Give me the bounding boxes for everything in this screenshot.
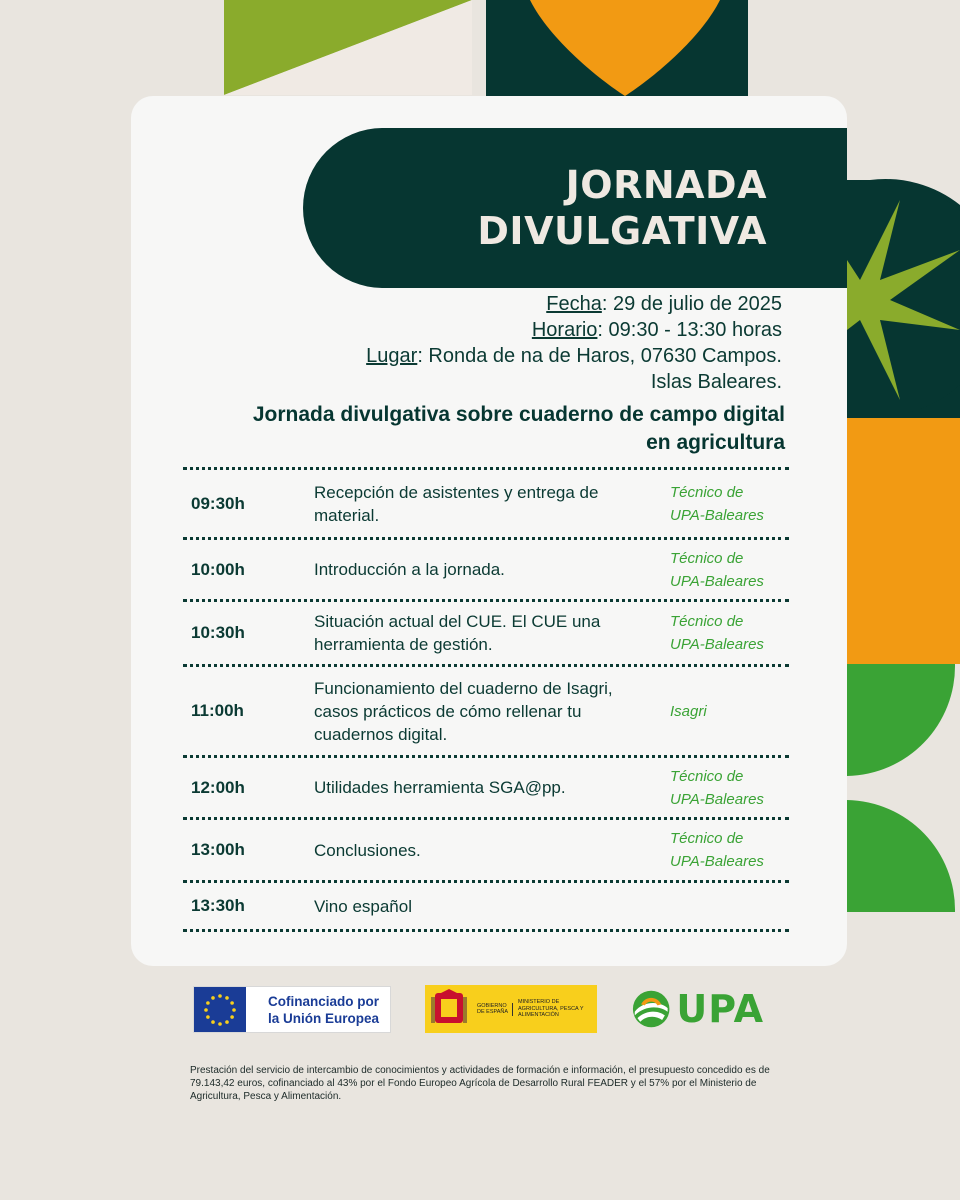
funding-note: Prestación del servicio de intercambio de conocimientos y actividades de formación e información, el presupuesto concedido es de 79.143,42 euros, cofinanciado al 43% por el Fondo Europeo Agrícola de Desarrollo Rural FEADER y el 57% por el Ministerio de Agricultura, Pesca y Alimentación. xyxy=(190,1065,770,1102)
schedule-speaker: Isagri xyxy=(670,702,707,720)
schedule-row xyxy=(183,880,789,932)
place-label: Lugar xyxy=(366,345,418,367)
schedule-speaker: Técnico de UPA-Baleares xyxy=(670,483,764,524)
ministerio-text: MINISTERIO DE AGRICULTURA, PESCA Y ALIMENTACIÓN xyxy=(518,999,584,1019)
place-line2: Islas Baleares. xyxy=(650,371,782,393)
schedule-time: 13:00h xyxy=(191,840,245,859)
schedule-row xyxy=(183,537,789,599)
page-title: JORNADA DIVULGATIVA xyxy=(477,163,767,253)
schedule-speaker: Técnico de UPA-Baleares xyxy=(670,549,764,590)
schedule-row xyxy=(183,467,789,537)
schedule-speaker: Técnico de UPA-Baleares xyxy=(670,613,764,653)
eu-flag-icon xyxy=(194,987,246,1032)
upa-logo xyxy=(632,988,764,1030)
time-value: : 09:30 - 13:30 horas xyxy=(597,319,782,341)
schedule-row xyxy=(183,664,789,755)
schedule-row xyxy=(183,817,789,880)
upa-text: UPA xyxy=(676,987,764,1031)
title-banner xyxy=(303,128,847,288)
date-label: Fecha xyxy=(546,293,602,315)
place-value: : Ronda de na de Haros, 07630 Campos. xyxy=(417,345,782,367)
schedule-activity: Utilidades herramienta SGA@pp. xyxy=(314,778,566,797)
schedule-activity: Recepción de asistentes y entrega de material. xyxy=(314,482,599,525)
schedule-time: 11:00h xyxy=(191,701,244,720)
gobierno-logo xyxy=(425,985,597,1033)
upa-emblem-icon xyxy=(632,988,670,1030)
event-subtitle: Jornada divulgativa sobre cuaderno de campo digital en agricultura xyxy=(252,403,785,454)
schedule-activity: Vino español xyxy=(314,896,412,916)
schedule-activity: Situación actual del CUE. El CUE una herramienta de gestión. xyxy=(314,612,601,654)
schedule-row xyxy=(183,755,789,817)
event-info xyxy=(366,291,782,395)
schedule-table xyxy=(183,467,789,932)
eu-logo xyxy=(193,986,391,1033)
coat-of-arms-icon xyxy=(425,985,473,1033)
schedule-time: 12:00h xyxy=(191,777,245,797)
schedule-time: 10:30h xyxy=(191,623,245,642)
gobierno-text: GOBIERNO DE ESPAÑA xyxy=(473,1003,513,1016)
schedule-row xyxy=(183,599,789,664)
eu-text: Cofinanciado por la Unión Europea xyxy=(268,993,380,1026)
schedule-speaker: Técnico de UPA-Baleares xyxy=(670,830,764,870)
schedule-activity: Conclusiones. xyxy=(314,840,421,860)
schedule-time: 09:30h xyxy=(191,493,245,513)
time-label: Horario xyxy=(531,319,598,341)
schedule-activity: Funcionamiento del cuaderno de Isagri, casos prácticos de cómo rellenar tu cuadernos digital. xyxy=(314,678,613,744)
date-value: : 29 de julio de 2025 xyxy=(601,293,782,315)
schedule-time: 13:30h xyxy=(191,896,245,915)
schedule-time: 10:00h xyxy=(191,559,245,579)
schedule-speaker: Técnico de UPA-Baleares xyxy=(670,767,764,808)
schedule-activity: Introducción a la jornada. xyxy=(314,560,505,579)
